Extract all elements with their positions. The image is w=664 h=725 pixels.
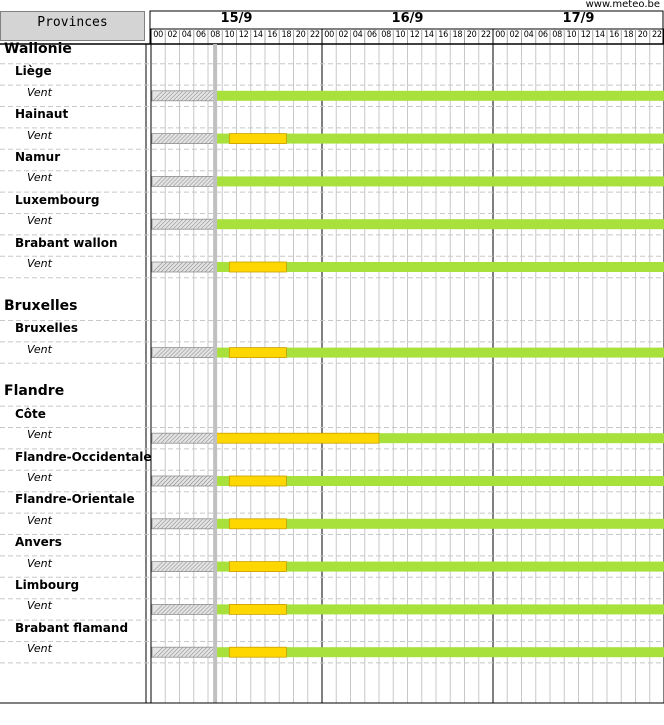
wind-level-yellow-bar (229, 262, 286, 272)
region-label: Bruxelles (4, 297, 78, 314)
current-time-marker (213, 44, 217, 703)
hour-label: 12 (238, 30, 249, 40)
province-label: Brabant wallon (15, 235, 118, 250)
province-label: Côte (15, 406, 46, 421)
metric-label: Vent (27, 85, 52, 99)
header-frame (150, 11, 663, 44)
hour-label: 18 (623, 30, 634, 40)
hour-label: 04 (352, 30, 363, 40)
metric-label: Vent (27, 471, 52, 484)
hour-label: 12 (580, 30, 591, 40)
province-label: Brabant flamand (15, 620, 129, 635)
hour-label: 16 (438, 30, 448, 40)
wind-level-green-bar (215, 176, 664, 186)
hour-label: 20 (637, 30, 648, 40)
metric-label: Vent (27, 342, 52, 356)
hour-label: 16 (609, 30, 619, 40)
hour-label: 14 (595, 30, 605, 40)
hour-label: 10 (224, 30, 235, 40)
hour-label: 00 (495, 30, 505, 40)
hour-label: 08 (381, 30, 391, 40)
province-label: Namur (15, 150, 61, 164)
wind-level-yellow-bar (229, 604, 286, 614)
province-label: Limbourg (15, 578, 80, 592)
province-label: Anvers (15, 535, 62, 550)
hour-label: 02 (167, 30, 178, 40)
hour-label: 04 (181, 30, 192, 40)
province-label: Luxembourg (15, 192, 100, 207)
hour-label: 08 (552, 30, 562, 40)
wind-level-yellow-bar (229, 519, 286, 529)
metric-label: Vent (27, 599, 52, 613)
hour-label: 12 (409, 30, 420, 40)
wind-level-yellow-bar (229, 647, 286, 657)
hour-label: 00 (324, 30, 334, 40)
hour-label: 04 (523, 30, 534, 40)
hour-label: 22 (310, 30, 320, 40)
metric-label: Vent (27, 257, 52, 270)
province-label: Hainaut (15, 107, 69, 122)
hour-label: 10 (566, 30, 577, 40)
day-label: 15/9 (220, 11, 253, 26)
hour-label: 00 (153, 30, 163, 40)
wind-level-yellow-bar (229, 348, 286, 358)
hour-label: 14 (253, 30, 263, 40)
wind-level-green-bar (215, 91, 664, 101)
day-label: 16/9 (391, 11, 424, 26)
metric-label: Vent (27, 642, 52, 656)
hour-label: 02 (338, 30, 349, 40)
source-credit: www.meteo.be (585, 0, 660, 10)
provinces-header: Provinces (0, 11, 145, 41)
wind-level-yellow-bar (229, 476, 286, 486)
hour-label: 22 (481, 30, 491, 40)
region-label: Wallonie (4, 41, 72, 57)
hour-label: 06 (196, 30, 206, 40)
hour-label: 06 (367, 30, 377, 40)
wind-level-yellow-bar (229, 134, 286, 144)
metric-label: Vent (27, 513, 52, 527)
day-label: 17/9 (562, 11, 595, 26)
hour-label: 22 (652, 30, 662, 40)
hour-label: 16 (267, 30, 277, 40)
metric-label: Vent (27, 214, 52, 228)
metric-label: Vent (27, 428, 52, 442)
hour-label: 20 (295, 30, 306, 40)
wind-level-yellow-bar (215, 433, 379, 443)
wind-level-yellow-bar (229, 562, 286, 572)
metric-label: Vent (27, 128, 52, 142)
hour-label: 18 (281, 30, 292, 40)
hour-label: 06 (538, 30, 548, 40)
hour-label: 18 (452, 30, 463, 40)
hour-label: 10 (395, 30, 406, 40)
hour-label: 20 (466, 30, 477, 40)
province-label: Liège (15, 64, 52, 79)
region-label: Flandre (4, 383, 65, 400)
hour-label: 08 (210, 30, 220, 40)
province-label: Flandre-Orientale (15, 492, 135, 507)
metric-label: Vent (27, 171, 52, 185)
province-label: Bruxelles (15, 321, 78, 336)
metric-label: Vent (27, 556, 52, 570)
hour-label: 02 (509, 30, 520, 40)
province-label: Flandre-Occidentale (15, 449, 152, 464)
hour-label: 14 (424, 30, 434, 40)
wind-level-green-bar (215, 219, 664, 229)
